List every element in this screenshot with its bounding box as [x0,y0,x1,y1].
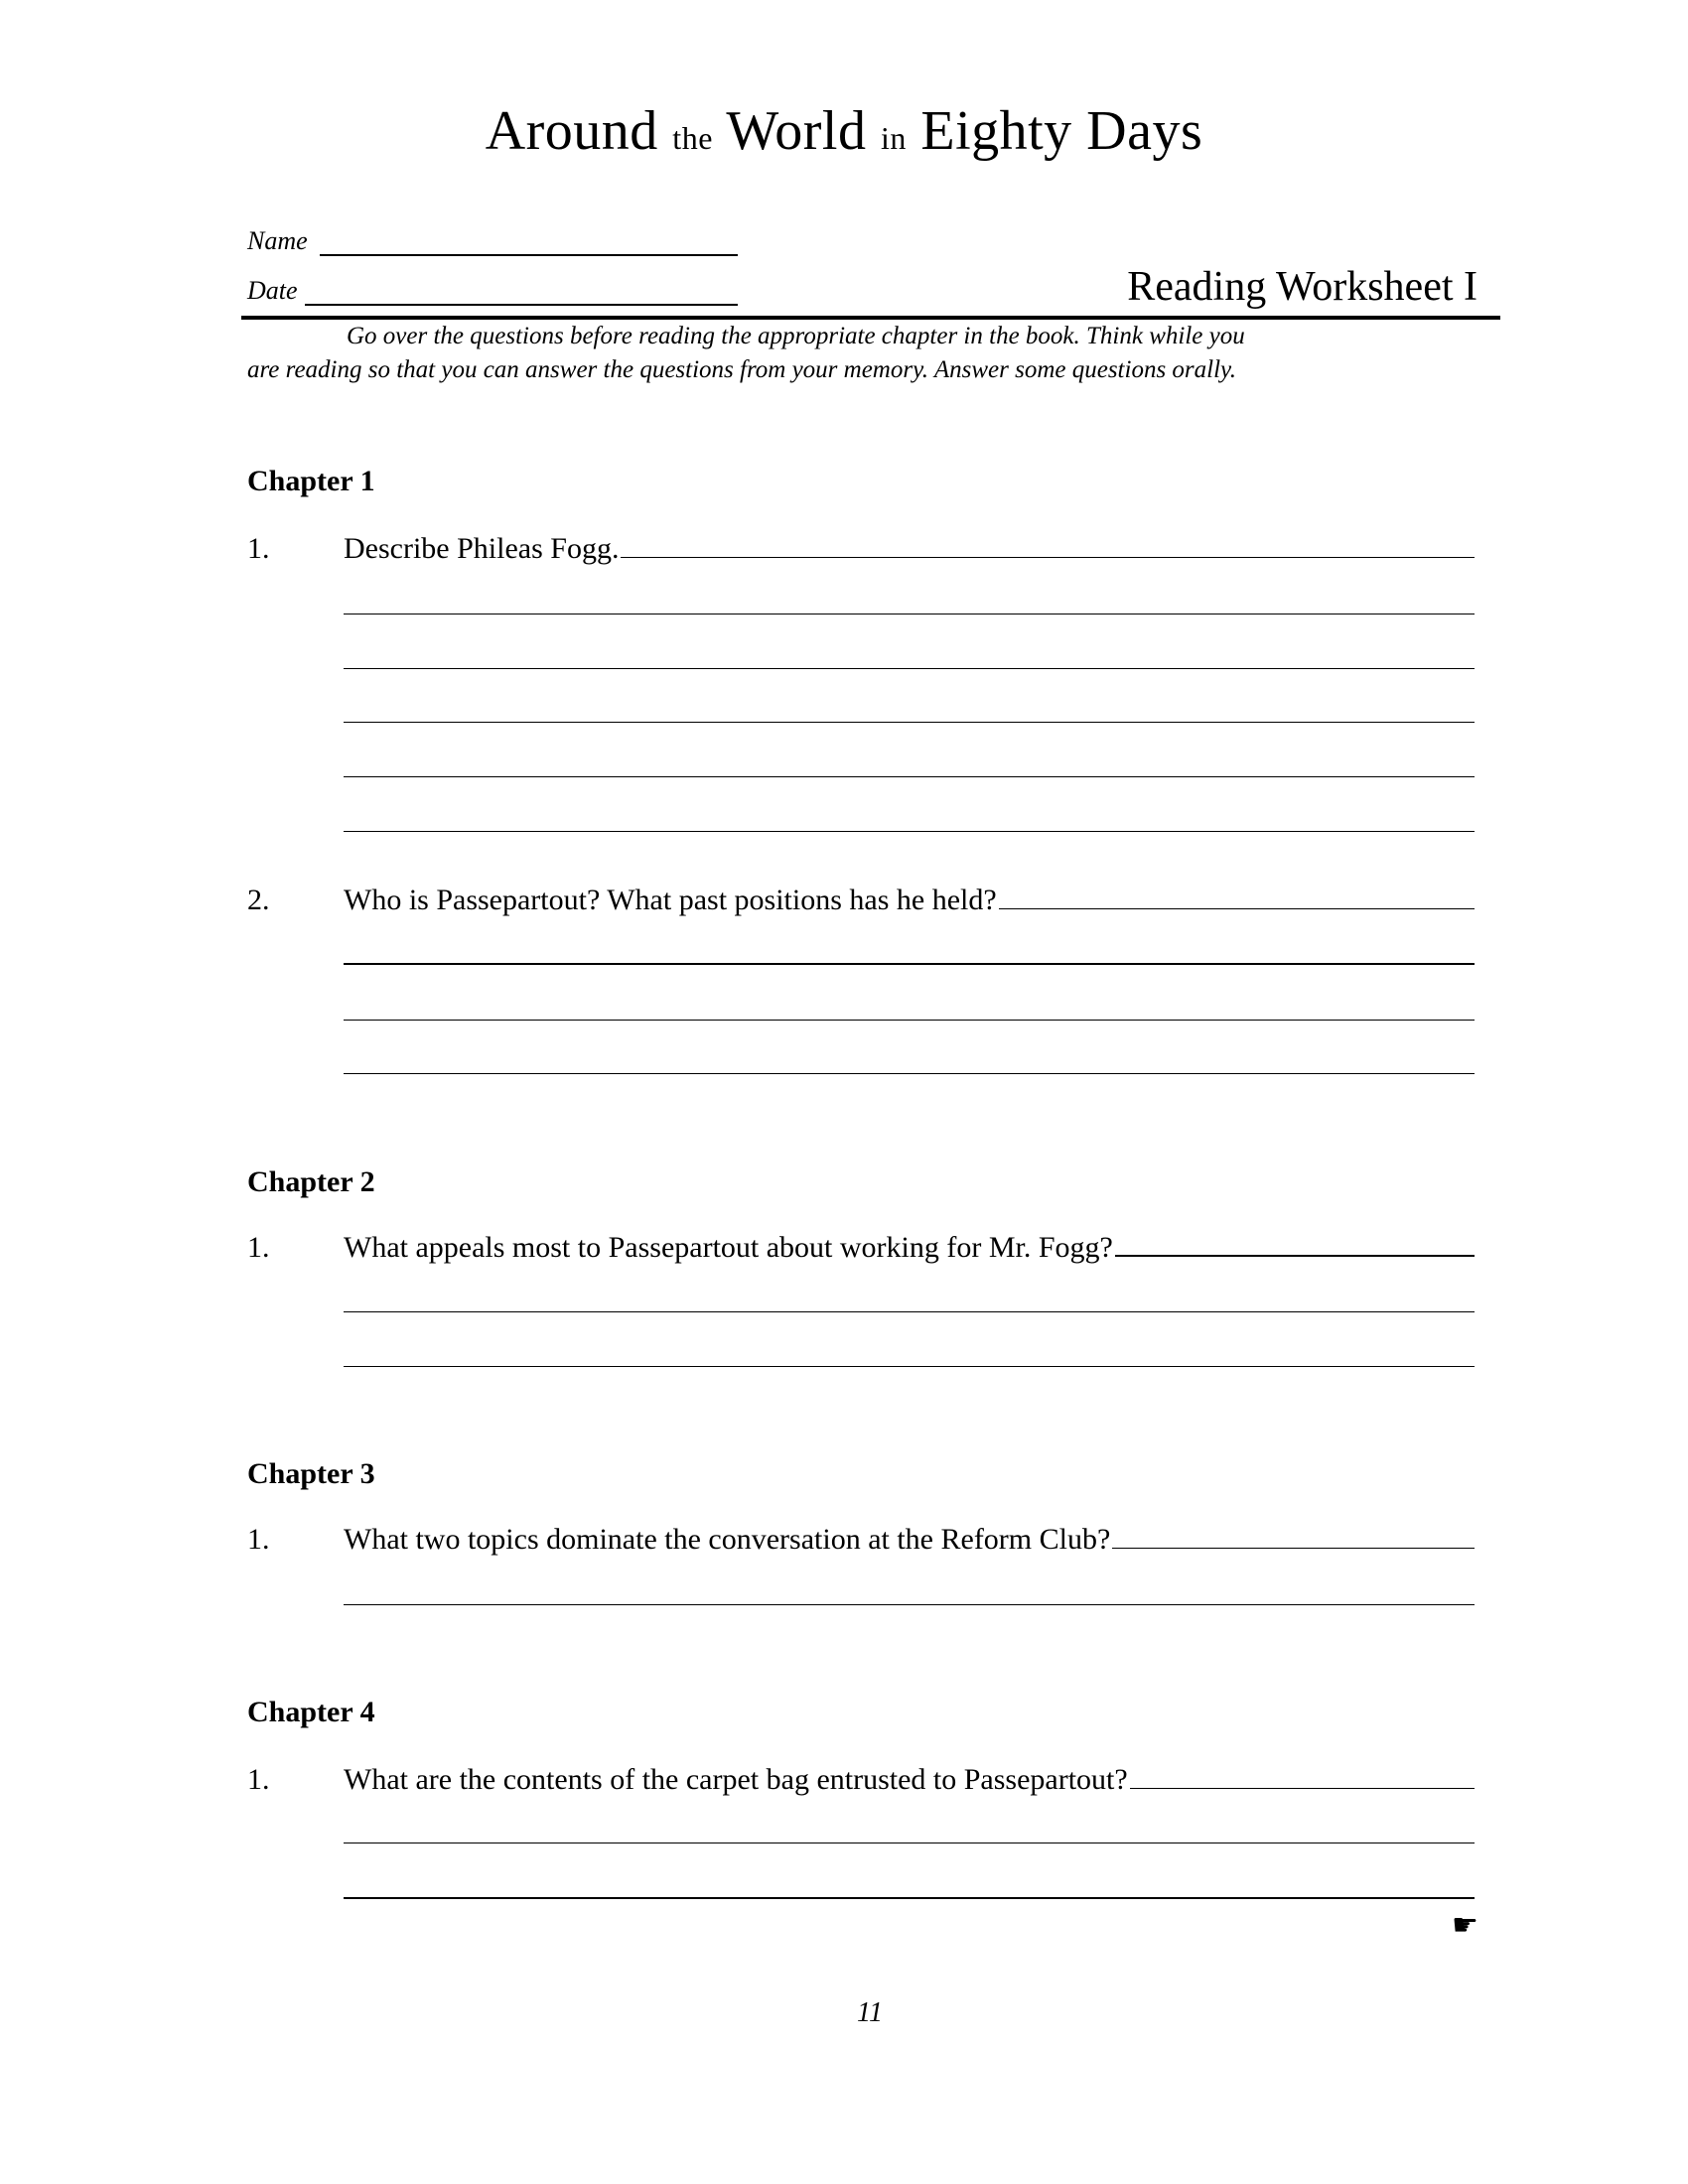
title-word: Around [485,100,658,162]
question-label: What appeals most to Passepartout about working for Mr. Fogg? [344,1231,1113,1264]
title-word: Eighty Days [920,100,1203,162]
question-number: 1. [247,1231,270,1264]
chapter-heading: Chapter 4 [247,1696,375,1728]
question-label: What are the contents of the carpet bag entrusted to Passepartout? [344,1763,1128,1796]
question-number: 1. [247,1763,270,1796]
answer-line[interactable] [344,1020,1475,1021]
answer-line[interactable] [344,1366,1475,1367]
instructions-line: are reading so that you can answer the questions from your memory. Answer some questions orally. [247,356,1237,383]
answer-line[interactable] [1115,1255,1475,1257]
answer-line[interactable] [344,776,1475,777]
question-number: 1. [247,532,270,565]
question-number: 1. [247,1523,270,1556]
chapter-heading: Chapter 2 [247,1165,375,1198]
question-text [344,1523,1475,1557]
answer-line[interactable] [344,1604,1475,1605]
answer-line[interactable] [344,668,1475,669]
question-label: Describe Phileas Fogg. [344,532,620,565]
date-field[interactable] [305,276,738,306]
answer-line[interactable] [1112,1548,1475,1549]
answer-line[interactable] [344,1311,1475,1312]
question-text [344,532,1475,566]
answer-line[interactable] [1130,1788,1475,1789]
answer-line[interactable] [344,722,1475,723]
page-number: 11 [857,1997,883,2028]
title-word: World [726,100,867,162]
question-text [344,1231,1475,1265]
answer-line[interactable] [344,1897,1475,1899]
name-label: Name [247,226,308,255]
answer-line[interactable] [999,908,1475,909]
chapter-heading: Chapter 1 [247,465,375,497]
question-label: What two topics dominate the conversation at the Reform Club? [344,1523,1111,1556]
question-text [344,1763,1475,1797]
question-text [344,884,1475,917]
title-word: in [880,120,907,156]
date-label: Date [247,276,298,305]
question-label: Who is Passepartout? What past positions has he held? [344,884,997,916]
title-word: the [672,120,713,156]
pointing-hand-icon: ☛ [1452,1909,1478,1942]
worksheet-label: Reading Worksheet I [1127,264,1477,310]
answer-line[interactable] [344,831,1475,832]
answer-line[interactable] [621,557,1475,558]
name-field[interactable] [320,226,738,256]
instructions-line: Go over the questions before reading the appropriate chapter in the book. Think while you [347,323,1245,349]
answer-line[interactable] [344,963,1475,965]
worksheet-title [0,99,1688,163]
instructions [247,320,1500,387]
question-number: 2. [247,884,270,916]
chapter-heading: Chapter 3 [247,1457,375,1490]
answer-line[interactable] [344,1073,1475,1074]
